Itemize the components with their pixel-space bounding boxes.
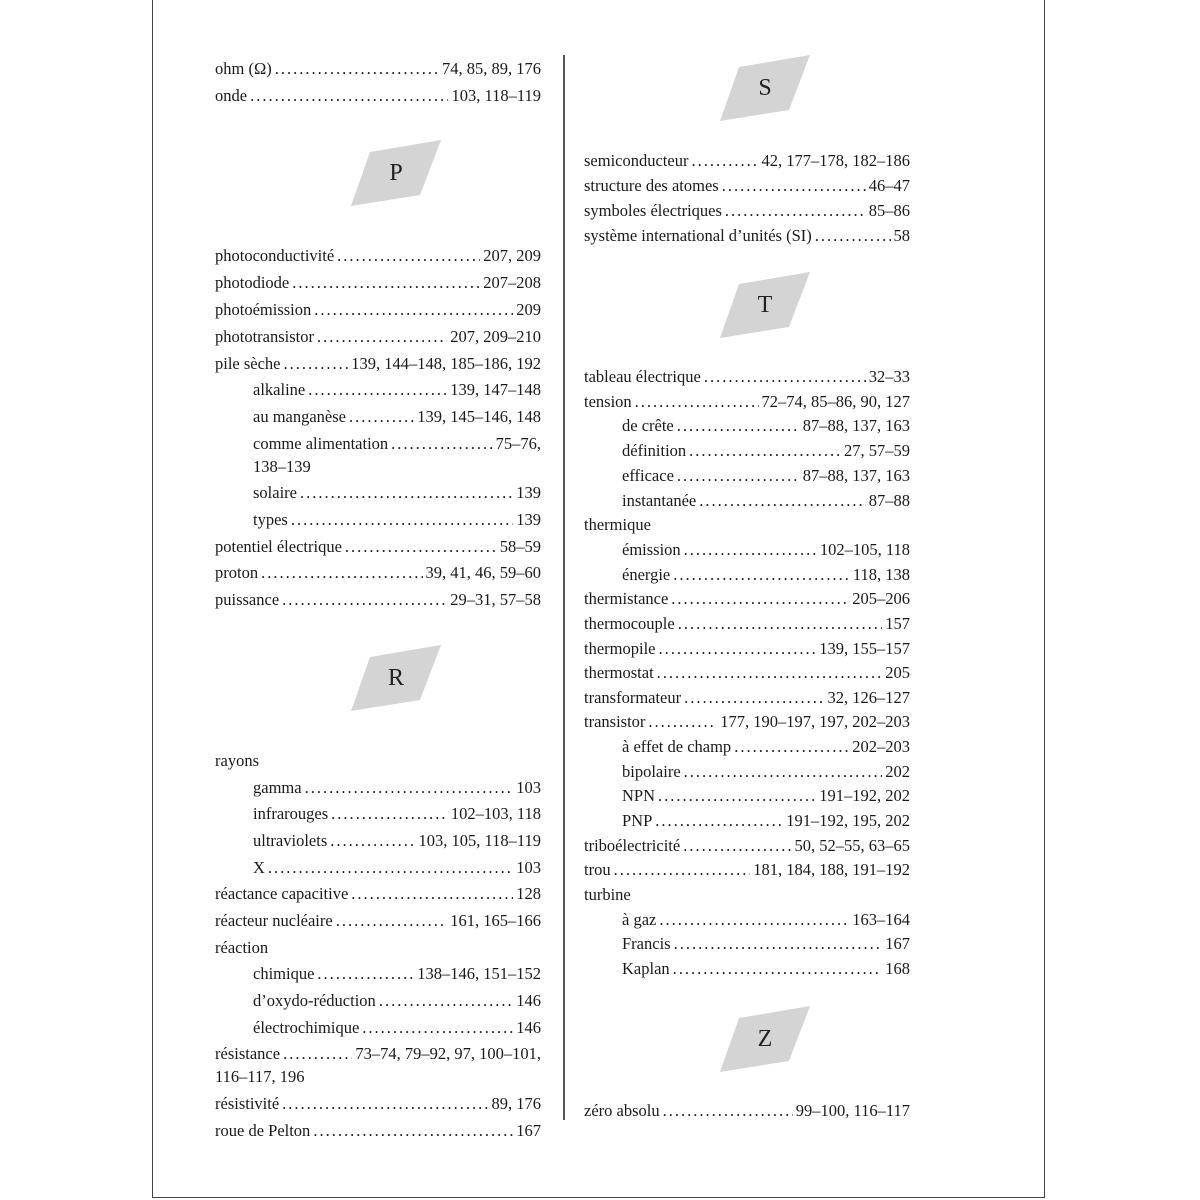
- index-subentry: au manganèse ..... 139, 145–146, 148: [253, 405, 541, 428]
- index-entry: phototransistor ..... 207, 209–210: [215, 325, 541, 348]
- index-subentry: comme alimentation ..... 75–76, 138–139: [253, 432, 541, 478]
- index-entry: résistivité ..... 89, 176: [215, 1092, 541, 1115]
- entry-pages: 74, 85, 89, 176: [442, 59, 541, 78]
- index-subentry: alkaline ..... 139, 147–148: [253, 378, 541, 401]
- index-entry: [215, 84, 541, 107]
- index-subentry: Francis ..... 167: [622, 932, 910, 955]
- index-entry: puissance ..... 29–31, 57–58: [215, 588, 541, 611]
- index-subentry: électrochimique ..... 146: [253, 1016, 541, 1039]
- index-subentry: de crête ..... 87–88, 137, 163: [622, 414, 910, 437]
- index-entry: potentiel électrique ..... 58–59: [215, 535, 541, 558]
- index-entry: photoconductivité ..... 207, 209: [215, 244, 541, 267]
- index-subentry: instantanée ..... 87–88: [622, 489, 910, 512]
- index-entry: proton ..... 39, 41, 46, 59–60: [215, 561, 541, 584]
- index-entry: thermopile ..... 139, 155–157: [584, 637, 910, 660]
- index-entry: [215, 57, 541, 80]
- section-letter-z: Z: [717, 1004, 813, 1074]
- index-subentry: d’oxydo-réduction ..... 146: [253, 989, 541, 1012]
- index-entry: semiconducteur ..... 42, 177–178, 182–186: [584, 149, 910, 172]
- index-subentry: types ..... 139: [253, 508, 541, 531]
- index-entry: thermique: [584, 515, 651, 534]
- index-subentry: infrarouges ..... 102–103, 118: [253, 802, 541, 825]
- index-entry: réactance capacitive ..... 128: [215, 882, 541, 905]
- index-subentry: énergie ..... 118, 138: [622, 563, 910, 586]
- index-subentry: bipolaire ..... 202: [622, 760, 910, 783]
- index-subentry: gamma ..... 103: [253, 776, 541, 799]
- index-entry: transformateur ..... 32, 126–127: [584, 686, 910, 709]
- index-subentry: Kaplan ..... 168: [622, 957, 910, 980]
- index-entry: thermistance ..... 205–206: [584, 587, 910, 610]
- index-entry: réaction: [215, 938, 269, 957]
- index-subentry: solaire ..... 139: [253, 481, 541, 504]
- section-letter-t: T: [717, 270, 813, 340]
- index-entry: thermostat ..... 205: [584, 661, 910, 684]
- index-entry: thermocouple ..... 157: [584, 612, 910, 635]
- entry-term: ohm (Ω): [215, 59, 272, 78]
- index-subentry: ultraviolets ..... 103, 105, 118–119: [253, 829, 541, 852]
- index-subentry: chimique ..... 138–146, 151–152: [253, 962, 541, 985]
- index-entry: trou ..... 181, 184, 188, 191–192: [584, 858, 910, 881]
- index-subentry: PNP ..... 191–192, 195, 202: [622, 809, 910, 832]
- index-entry: tension ..... 72–74, 85–86, 90, 127: [584, 390, 910, 413]
- index-entry: photoémission ..... 209: [215, 298, 541, 321]
- index-subentry: efficace ..... 87–88, 137, 163: [622, 464, 910, 487]
- column-divider: [563, 55, 565, 1120]
- index-entry: structure des atomes ..... 46–47: [584, 174, 910, 197]
- index-entry: réacteur nucléaire ..... 161, 165–166: [215, 909, 541, 932]
- index-entry: rayons: [215, 751, 259, 770]
- index-entry: symboles électriques ..... 85–86: [584, 199, 910, 222]
- index-subentry: NPN ..... 191–192, 202: [622, 784, 910, 807]
- index-subentry: à effet de champ ..... 202–203: [622, 735, 910, 758]
- section-letter-s: S: [717, 53, 813, 123]
- index-subentry: X ..... 103: [253, 856, 541, 879]
- index-entry: turbine: [584, 885, 631, 904]
- index-entry: photodiode ..... 207–208: [215, 271, 541, 294]
- index-entry: roue de Pelton ..... 167: [215, 1119, 541, 1142]
- index-subentry: à gaz ..... 163–164: [622, 908, 910, 931]
- index-subentry: définition ..... 27, 57–59: [622, 439, 910, 462]
- index-entry: transistor ..... 177, 190–197, 197, 202–203: [584, 710, 910, 733]
- dot-leader: [250, 84, 448, 107]
- section-letter-p: P: [348, 138, 444, 208]
- index-entry: pile sèche ..... 139, 144–148, 185–186, 192: [215, 352, 541, 375]
- dot-leader: [275, 57, 439, 80]
- index-entry: tableau électrique ..... 32–33: [584, 365, 910, 388]
- section-letter-r: R: [348, 643, 444, 713]
- entry-pages: 103, 118–119: [451, 86, 541, 105]
- index-entry: résistance ..... 73–74, 79–92, 97, 100–101, 116–117, 196: [215, 1042, 541, 1088]
- index-entry: zéro absolu ..... 99–100, 116–117: [584, 1099, 910, 1122]
- index-entry: système international d’unités (SI) ..... 58: [584, 224, 910, 247]
- entry-term: onde: [215, 86, 248, 105]
- index-subentry: émission ..... 102–105, 118: [622, 538, 910, 561]
- index-entry: triboélectricité ..... 50, 52–55, 63–65: [584, 834, 910, 857]
